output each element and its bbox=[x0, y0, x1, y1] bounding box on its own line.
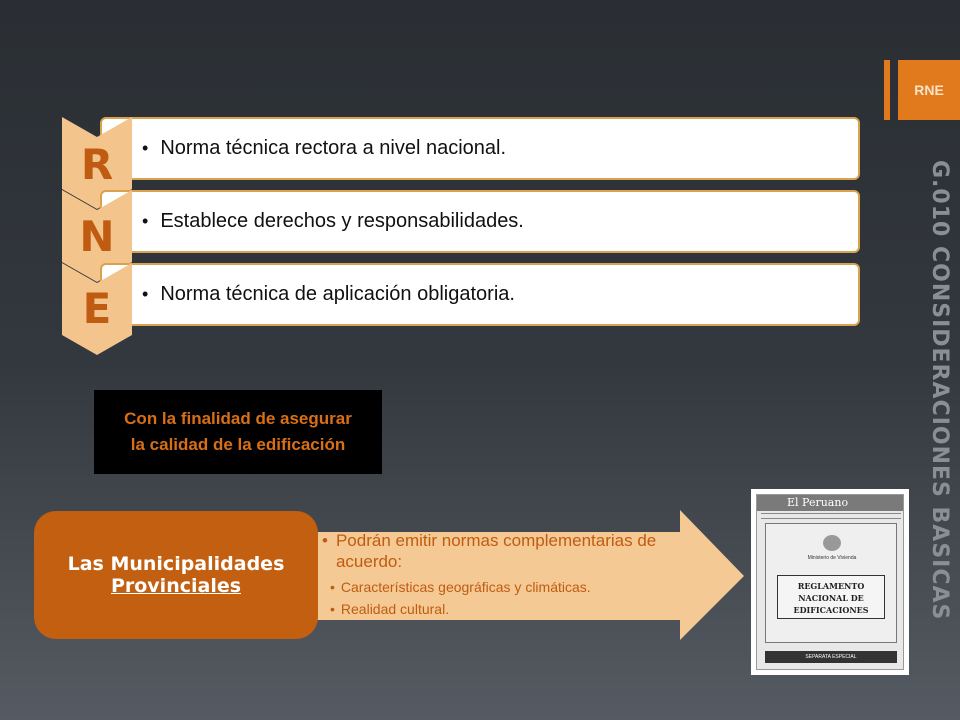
rne-row-e bbox=[100, 263, 860, 326]
bullet: • bbox=[330, 600, 335, 617]
sub-bullet-text: Realidad cultural. bbox=[340, 600, 450, 617]
sub-bullet-text: Características geográficas y climáticas. bbox=[340, 578, 591, 595]
bullet: • bbox=[142, 138, 149, 158]
muni-title-line-2: Provinciales bbox=[110, 575, 242, 597]
document-image bbox=[751, 489, 909, 675]
rne-row-n bbox=[100, 190, 860, 253]
municipalidades-box bbox=[34, 511, 318, 639]
letter-r: R bbox=[80, 140, 114, 189]
ministry-label: Ministerio de Vivienda bbox=[807, 555, 857, 561]
bullet: • bbox=[322, 531, 328, 550]
arrow-content bbox=[322, 530, 702, 617]
rne-row-r bbox=[100, 117, 860, 180]
letter-n: N bbox=[79, 212, 115, 261]
bullet: • bbox=[142, 284, 149, 304]
row-text: Norma técnica rectora a nivel nacional. bbox=[160, 137, 507, 159]
row-text: Establece derechos y responsabilidades. bbox=[160, 210, 524, 232]
main-bullet-text: Podrán emitir normas complementarias de acuerdo: bbox=[335, 531, 657, 572]
muni-title-line-1: Las Municipalidades bbox=[67, 553, 285, 575]
emblem-icon bbox=[823, 535, 841, 551]
document-footer: SEPARATA ESPECIAL bbox=[765, 651, 897, 663]
row-text: Norma técnica de aplicación obligatoria. bbox=[160, 283, 515, 305]
purpose-box bbox=[94, 390, 382, 474]
vertical-title: G.010 CONSIDERACIONES BASICAS bbox=[927, 160, 952, 621]
purpose-line-1: Con la finalidad de asegurar bbox=[124, 408, 352, 428]
document-title: REGLAMENTO NACIONAL DE EDIFICACIONES bbox=[777, 575, 885, 619]
purpose-line-2: la calidad de la edificación bbox=[130, 435, 346, 454]
letter-e: E bbox=[82, 284, 112, 333]
bullet: • bbox=[142, 211, 149, 231]
bullet: • bbox=[330, 578, 335, 595]
accent-bar bbox=[884, 60, 890, 120]
masthead: El Peruano bbox=[757, 495, 903, 511]
section-tab: RNE bbox=[898, 60, 960, 120]
